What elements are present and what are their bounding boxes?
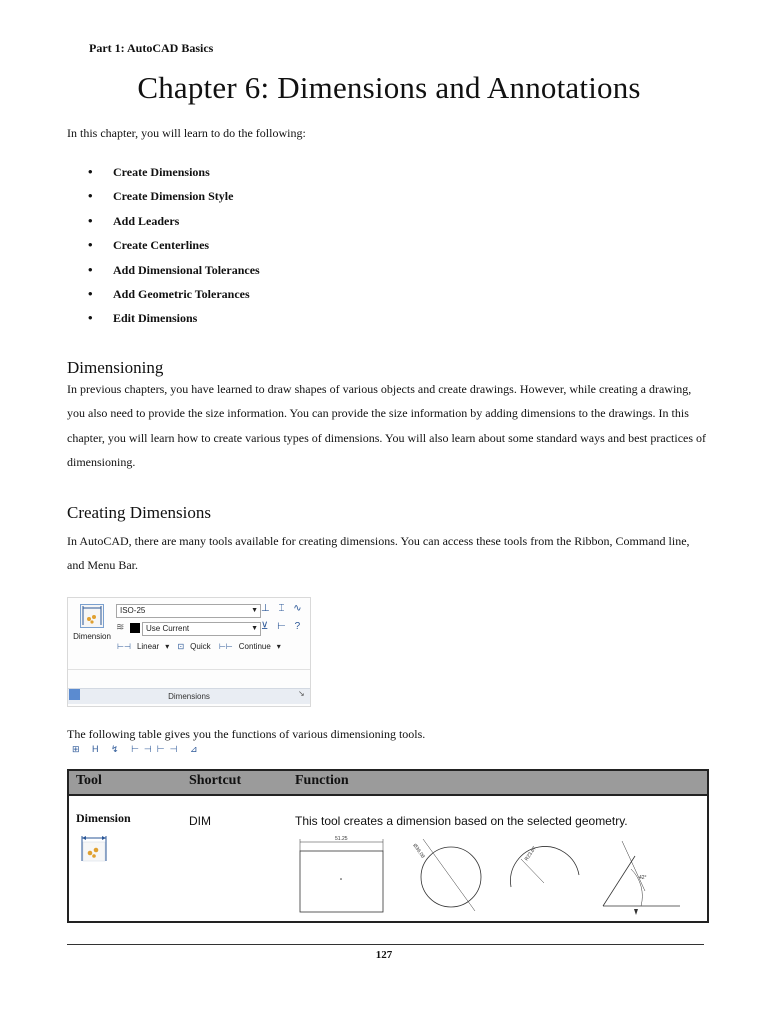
style-tools-icons[interactable]: ⊥ ⌶ ∿ bbox=[261, 603, 305, 614]
creating-dimensions-paragraph: In AutoCAD, there are many tools available for creating dimensions. You can access these tools from the Ribbon, Command line, and Menu Bar. bbox=[67, 534, 690, 573]
figure-label: 51.25 bbox=[335, 836, 348, 842]
figure-label: 42° bbox=[639, 875, 647, 881]
table-header bbox=[69, 771, 707, 796]
header-function: Function bbox=[295, 773, 349, 788]
list-item: • Add Dimensional Tolerances bbox=[86, 258, 260, 282]
row-function: This tool creates a dimension based on the selected geometry. bbox=[295, 814, 628, 828]
more-dimension-tools[interactable]: ⊞ H ↯ ⊢⊣⊢⊣ ⊿ bbox=[72, 744, 203, 754]
angular-dimension-example bbox=[603, 841, 680, 915]
section-heading-creating-dimensions: Creating Dimensions bbox=[67, 503, 212, 522]
list-item: • Create Dimension Style bbox=[86, 184, 260, 208]
dimension-commands-row: ⊢⊣ Linear ▾ ⊡ Quick ⊢⊢ Continue ▾ bbox=[117, 642, 281, 651]
quick-button[interactable]: Quick bbox=[190, 642, 211, 651]
chevron-down-icon: ▼ bbox=[251, 625, 258, 632]
diameter-dimension-example bbox=[411, 839, 481, 911]
linear-icon: ⊢⊣ bbox=[117, 642, 131, 651]
dimension-layer-select[interactable] bbox=[142, 622, 261, 636]
panel-launcher-icon[interactable]: ↘ bbox=[298, 689, 305, 698]
chevron-down-icon: ▼ bbox=[251, 607, 258, 614]
panel-pin-icon[interactable] bbox=[69, 689, 80, 700]
list-item: • Create Centerlines bbox=[86, 233, 260, 257]
tools-table bbox=[67, 769, 709, 923]
linear-dimension-example bbox=[300, 836, 383, 912]
dimension-icon bbox=[80, 604, 104, 628]
list-item: • Create Dimensions bbox=[86, 160, 260, 184]
dimension-button-label: Dimension bbox=[73, 632, 111, 641]
dimension-icon bbox=[81, 834, 107, 862]
layer-icon: ≋ bbox=[116, 622, 125, 633]
dimension-layer-value: Use Current bbox=[146, 624, 190, 633]
header-shortcut: Shortcut bbox=[189, 773, 242, 788]
footer-rule bbox=[67, 944, 704, 945]
dimension-examples-figure bbox=[295, 831, 695, 919]
objectives-list bbox=[86, 160, 260, 331]
continue-icon: ⊢⊢ bbox=[218, 642, 233, 651]
panel-title: Dimensions bbox=[68, 688, 310, 704]
list-item: • Edit Dimensions bbox=[86, 306, 260, 330]
radius-dimension-example bbox=[510, 845, 579, 887]
header-tool: Tool bbox=[76, 773, 102, 788]
continue-button[interactable]: Continue bbox=[238, 642, 271, 651]
page-number: 127 bbox=[375, 949, 393, 961]
figure-label: R23.67 bbox=[523, 845, 538, 863]
linear-button[interactable]: Linear bbox=[136, 642, 160, 651]
color-swatch bbox=[130, 623, 140, 633]
section-heading-dimensioning: Dimensioning bbox=[67, 358, 164, 377]
row-tool: Dimension bbox=[76, 811, 131, 825]
layer-tools-icons[interactable]: ⊻ ⊢ ? bbox=[261, 621, 304, 632]
dimension-style-select[interactable] bbox=[116, 604, 261, 618]
row-shortcut: DIM bbox=[189, 814, 211, 828]
list-item: • Add Geometric Tolerances bbox=[86, 282, 260, 306]
quick-icon: ⊡ bbox=[177, 642, 185, 651]
list-item: • Add Leaders bbox=[86, 209, 260, 233]
chapter-title: Chapter 6: Dimensions and Annotations bbox=[137, 70, 641, 105]
dimension-ribbon-button[interactable] bbox=[71, 602, 113, 662]
dimensioning-paragraph: In previous chapters, you have learned to draw shapes of various objects and create drawings. However, while creating a drawing, you also need to provide the size information. You can provide the size information by adding dimensions to the drawings. In this chapter, you will learn how to create various types of dimensions. You will also learn about some standard ways and best practices of dimensioning. bbox=[67, 382, 707, 469]
dimension-style-value: ISO-25 bbox=[120, 606, 146, 615]
table-intro: The following table gives you the functions of various dimensioning tools. bbox=[67, 727, 426, 741]
running-header: Part 1: AutoCAD Basics bbox=[89, 41, 214, 55]
figure-label: Ø36.08 bbox=[411, 842, 426, 860]
intro-text: In this chapter, you will learn to do the following: bbox=[67, 126, 306, 140]
